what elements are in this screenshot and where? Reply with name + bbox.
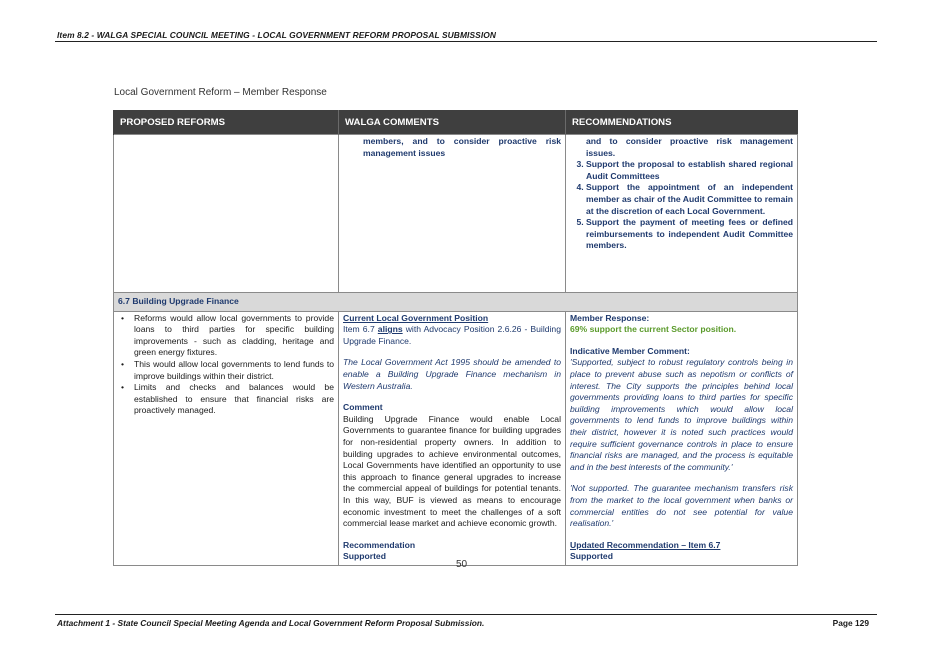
cell-recommendations-continued xyxy=(566,135,798,293)
list-item: • Reforms would allow local governments to provide loans to third parties for specific building improvements - such as cladding, heritage and green energy fixtures. xyxy=(134,313,334,359)
document-title: Local Government Reform – Member Response xyxy=(114,87,327,98)
cell-proposed-reforms xyxy=(114,311,339,565)
indicative-comment-1: 'Supported, subject to robust regulatory controls being in place to prevent abuse such as nepotism or conflicts of interest. The City supports the principles behind local governments providing loans to third parties for specific building improvements which would allow local governments to lend funds to improve buildings within their district, however it is noted such practices would require sufficient governance controls in place to ensure financial risks are managed, and the process is equitable and in the best interests of the community.' xyxy=(570,357,793,472)
comment-text: Building Upgrade Finance would enable Local Governments to guarantee finance for building upgrades for non-residential property owners. In addition to building upgrades to achieve environmental outcomes, Local Governments have identified an opportunity to use this approach to finance general upgrades to increase the commercial appeal of buildings for potential tenants. In this way, BUF is viewed as means to encourage economic investment to meet the challenges of a soft commercial lease market and achieve economic growth. xyxy=(343,413,561,529)
column-header-recommendations: RECOMMENDATIONS xyxy=(566,110,798,135)
list-item: 4. Support the appointment of an independent member as chair of the Audit Committee to remain at the discretion of each Local Government. xyxy=(586,182,793,217)
updated-recommendation-value: Supported xyxy=(570,551,613,562)
updated-recommendation-heading: Updated Recommendation – Item 6.7 xyxy=(570,539,721,550)
cell-walga-continued xyxy=(339,135,566,293)
cell-reforms-empty xyxy=(114,135,339,293)
header-divider xyxy=(55,41,877,42)
position-heading: Current Local Government Position xyxy=(343,312,489,323)
list-item: 5. Support the payment of meeting fees or defined reimbursements to independent Audit Committee members. xyxy=(586,217,793,252)
table-row-continued xyxy=(114,135,798,293)
rec-continued-lead: and to consider proactive risk management issues. xyxy=(586,136,793,158)
table-header-row xyxy=(114,110,798,135)
indicative-comment-2: 'Not supported. The guarantee mechanism transfers risk from the market to the local government when banks or commercial entities do not see potential for value realisation.' xyxy=(570,483,793,529)
table-row-building-upgrade-finance xyxy=(114,311,798,565)
reform-table xyxy=(113,110,798,566)
footer-divider xyxy=(55,614,877,615)
position-text-pre: Item 6.7 xyxy=(343,324,378,335)
list-item: 3. Support the proposal to establish shared regional Audit Committees xyxy=(586,159,793,182)
position-text-post: with Advocacy Position 2.6.26 - Building Upgrade Finance. xyxy=(343,324,561,346)
cell-walga-comments xyxy=(339,311,566,565)
walga-continued-text: members, and to consider proactive risk management issues xyxy=(363,136,561,158)
column-header-walga-comments: WALGA COMMENTS xyxy=(339,110,566,135)
act-text: The Local Government Act 1995 should be amended to enable a Building Upgrade Finance mechanism in Western Australia. xyxy=(343,357,561,391)
page-header: Item 8.2 - WALGA SPECIAL COUNCIL MEETING - LOCAL GOVERNMENT REFORM PROPOSAL SUBMISSION xyxy=(57,30,497,40)
page-number: 50 xyxy=(456,559,468,570)
recommendation-heading: Recommendation xyxy=(343,539,416,550)
rec-continued-list xyxy=(570,159,793,252)
footer-page-label: Page 129 xyxy=(832,618,869,628)
recommendation-value: Supported xyxy=(343,551,386,562)
aligns-emphasis: aligns xyxy=(377,324,403,335)
comment-heading: Comment xyxy=(343,402,383,413)
position-text xyxy=(343,324,561,347)
member-response-heading: Member Response: xyxy=(570,312,650,323)
section-row xyxy=(114,293,798,312)
column-header-proposed-reforms: PROPOSED REFORMS xyxy=(114,110,339,135)
reforms-list xyxy=(118,313,334,417)
cell-recommendations xyxy=(566,311,798,565)
member-response-value: 69% support the current Sector position. xyxy=(570,324,737,335)
indicative-comment-heading: Indicative Member Comment: xyxy=(570,345,690,356)
list-item: • This would allow local governments to lend funds to improve buildings within their district. xyxy=(134,359,334,382)
list-item: • Limits and checks and balances would be established to ensure that financial risks are proactively managed. xyxy=(134,382,334,417)
section-title: 6.7 Building Upgrade Finance xyxy=(114,293,798,312)
page-footer: Attachment 1 - State Council Special Meeting Agenda and Local Government Reform Proposal Submission. xyxy=(57,618,485,628)
